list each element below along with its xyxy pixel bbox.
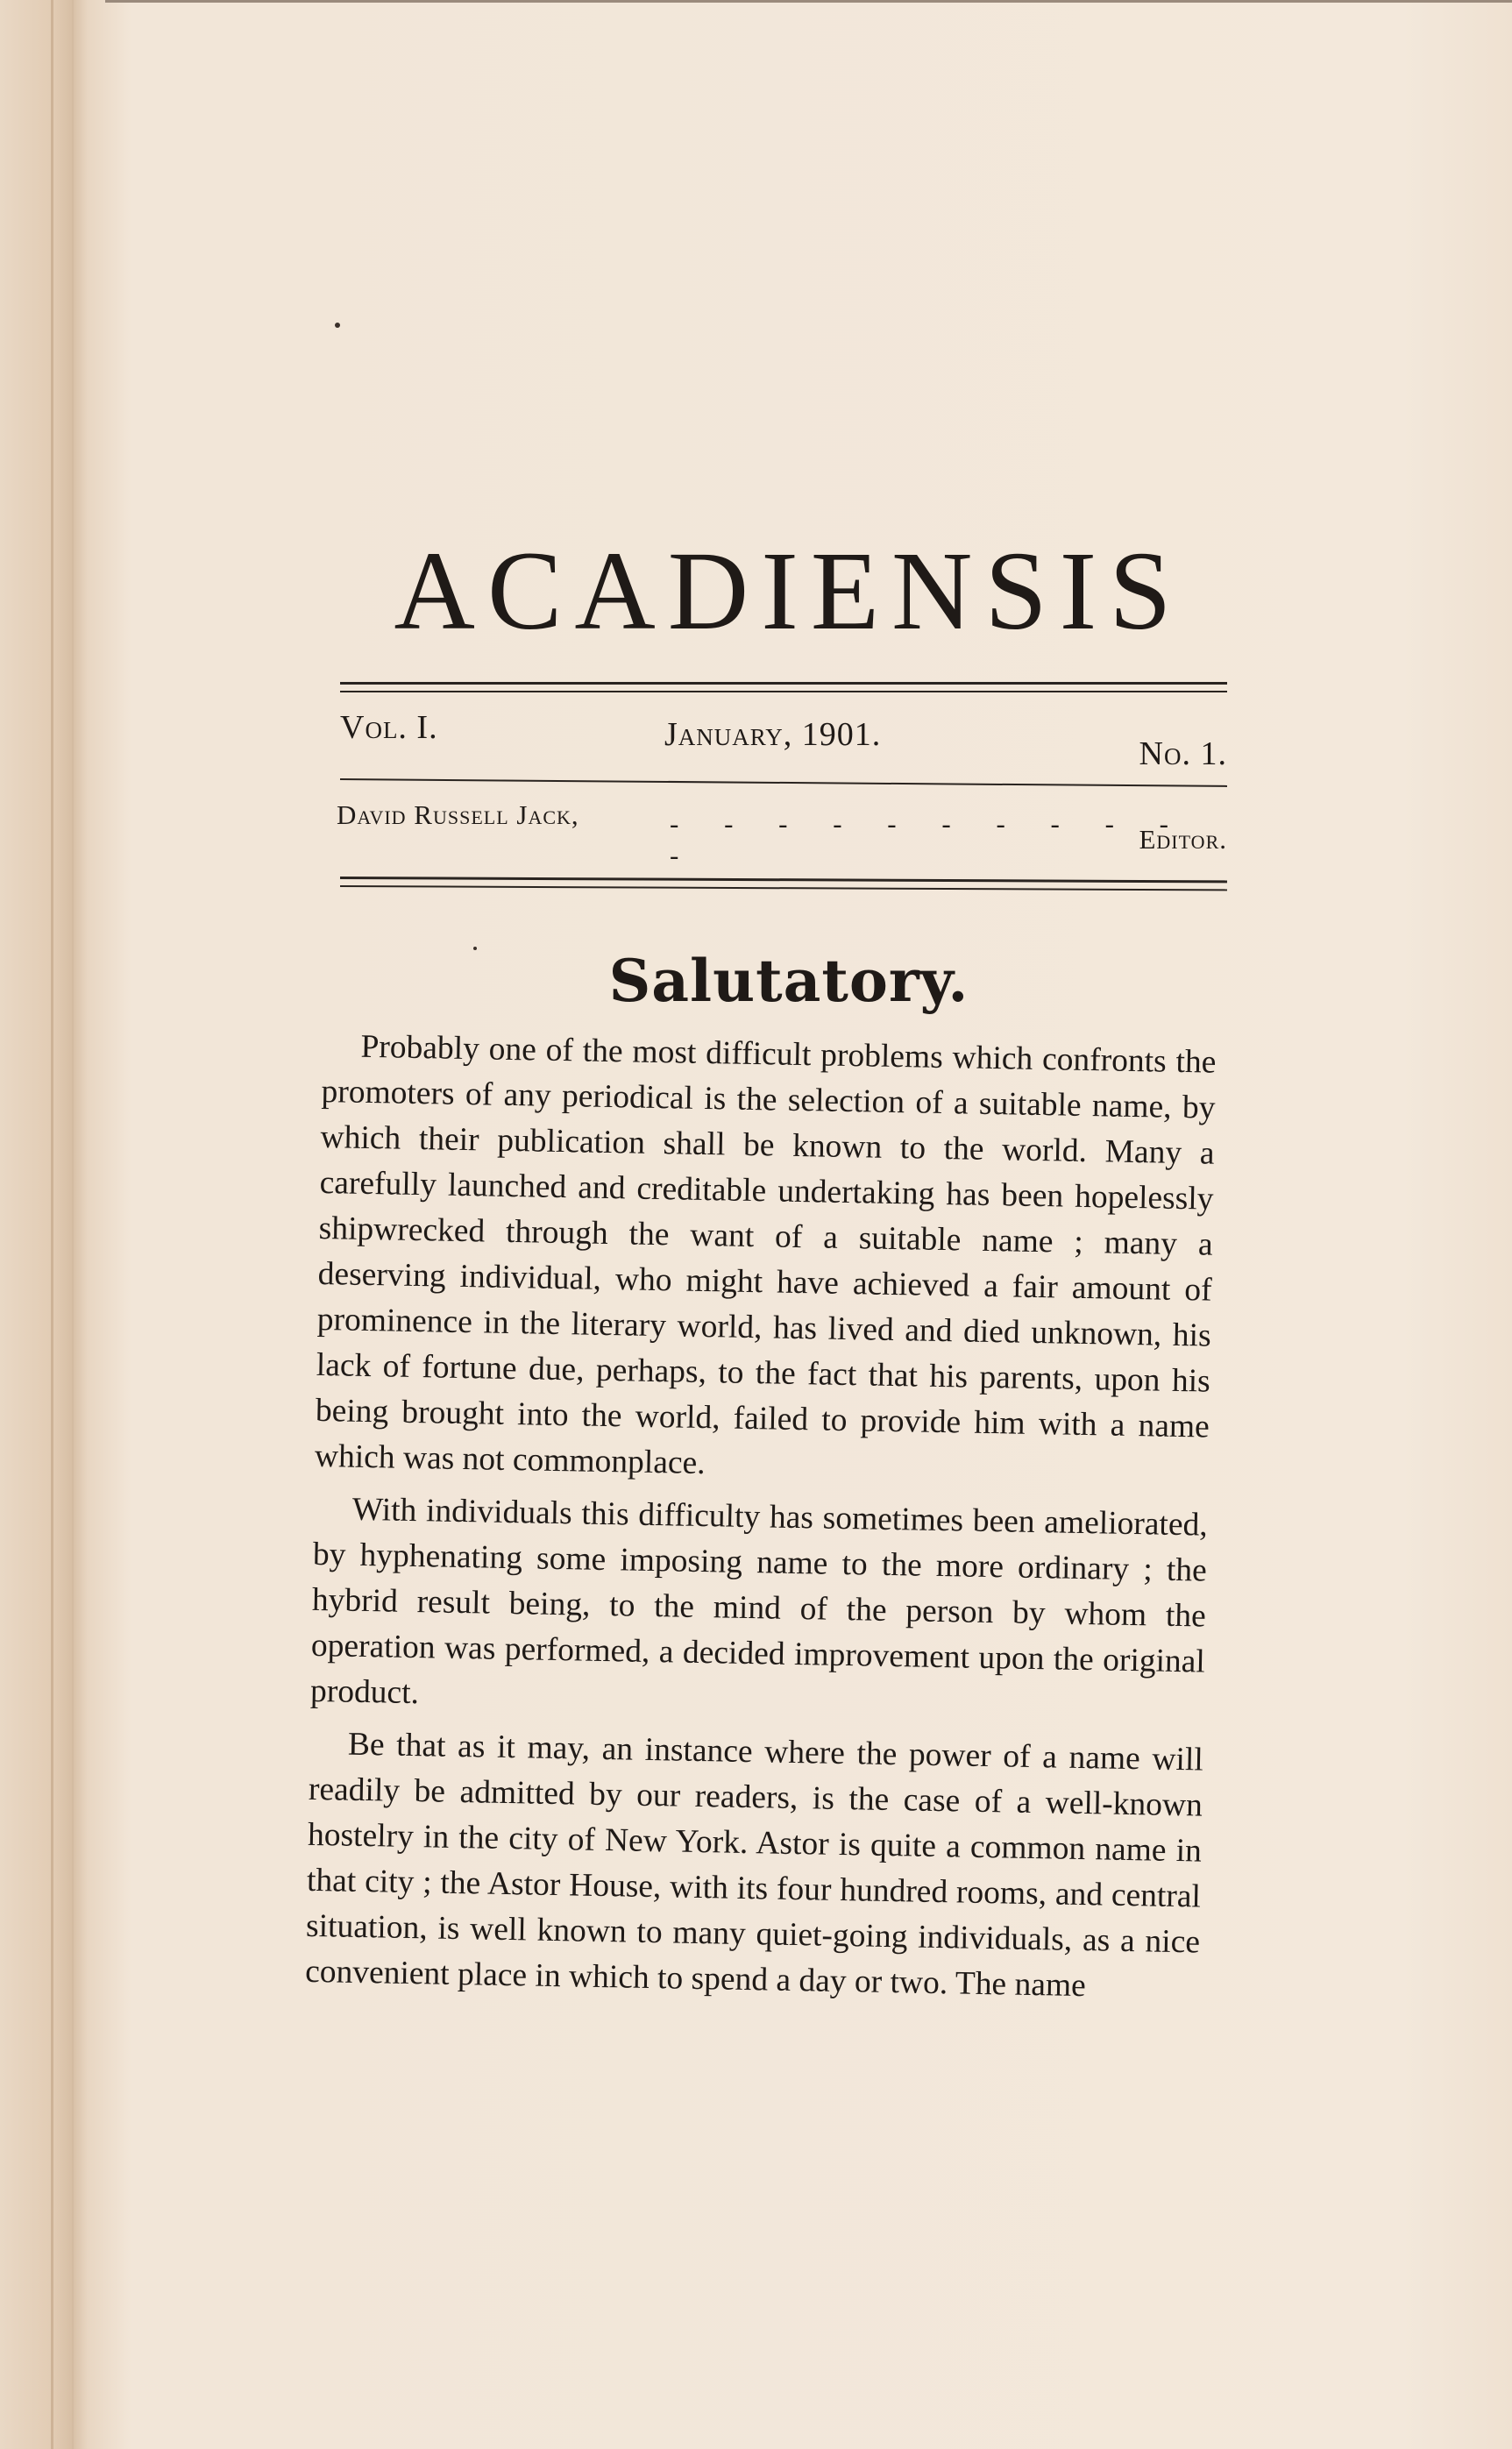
issue-line (340, 708, 1227, 772)
masthead-title: ACADIENSIS (394, 529, 1184, 653)
ink-speck (335, 323, 340, 328)
dot-leader: - - - - - - - - - - - (670, 808, 1188, 870)
editor-line (337, 799, 1227, 870)
article-paragraph: With individuals this difficulty has sometimes been ameliorated, by hyphenating some imposing name to the more ordinary ; the hybrid result being, to the mind of the person by whom the operation was performed, a decided improvement upon the original product. (309, 1491, 1209, 1712)
volume-label: Vol. I. (340, 709, 438, 746)
masthead-rule (340, 682, 1227, 685)
issue-date: January, 1901. (664, 716, 882, 753)
book-gutter (0, 0, 88, 2449)
editor-role: Editor. (1139, 824, 1227, 855)
editor-name: David Russell Jack, (337, 799, 579, 830)
article-paragraph: Be that as it may, an instance where the power of a name will readily be admitted by our readers, is the case of a well-known hostelry in the city of New York. Astor is quite a common name in that city ; the Astor House, with its four hundred rooms, and central situation, is well known to many quiet-going individuals, as a nice convenient place in which to spend a day or two. The name (304, 1726, 1204, 2005)
article-heading: Salutatory. (608, 947, 969, 1015)
top-edge (105, 0, 1512, 3)
editor-rule (340, 885, 1227, 891)
page-edge (72, 0, 74, 2449)
page-edge (51, 0, 53, 2449)
issue-rule (340, 778, 1227, 787)
masthead-rule (340, 691, 1227, 692)
issue-number: No. 1. (1139, 735, 1227, 772)
article-body (305, 1024, 1217, 2019)
editor-rule (340, 877, 1227, 883)
article-paragraph: Probably one of the most difficult problems which confronts the promoters of any periodical is the selection of a suitable name, by which their publication shall be known to the world. Many a carefully launched and creditable undertaking has been hopelessly shipwrecked through the want of a suitable name ; many a deserving individual, who might have achieved a fair amount of prominence in the literary world, has lived and died unknown, his lack of fortune due, perhaps, to the fact that his parents, upon his being brought into the world, failed to provide him with a name which was not commonplace. (314, 1028, 1217, 1482)
